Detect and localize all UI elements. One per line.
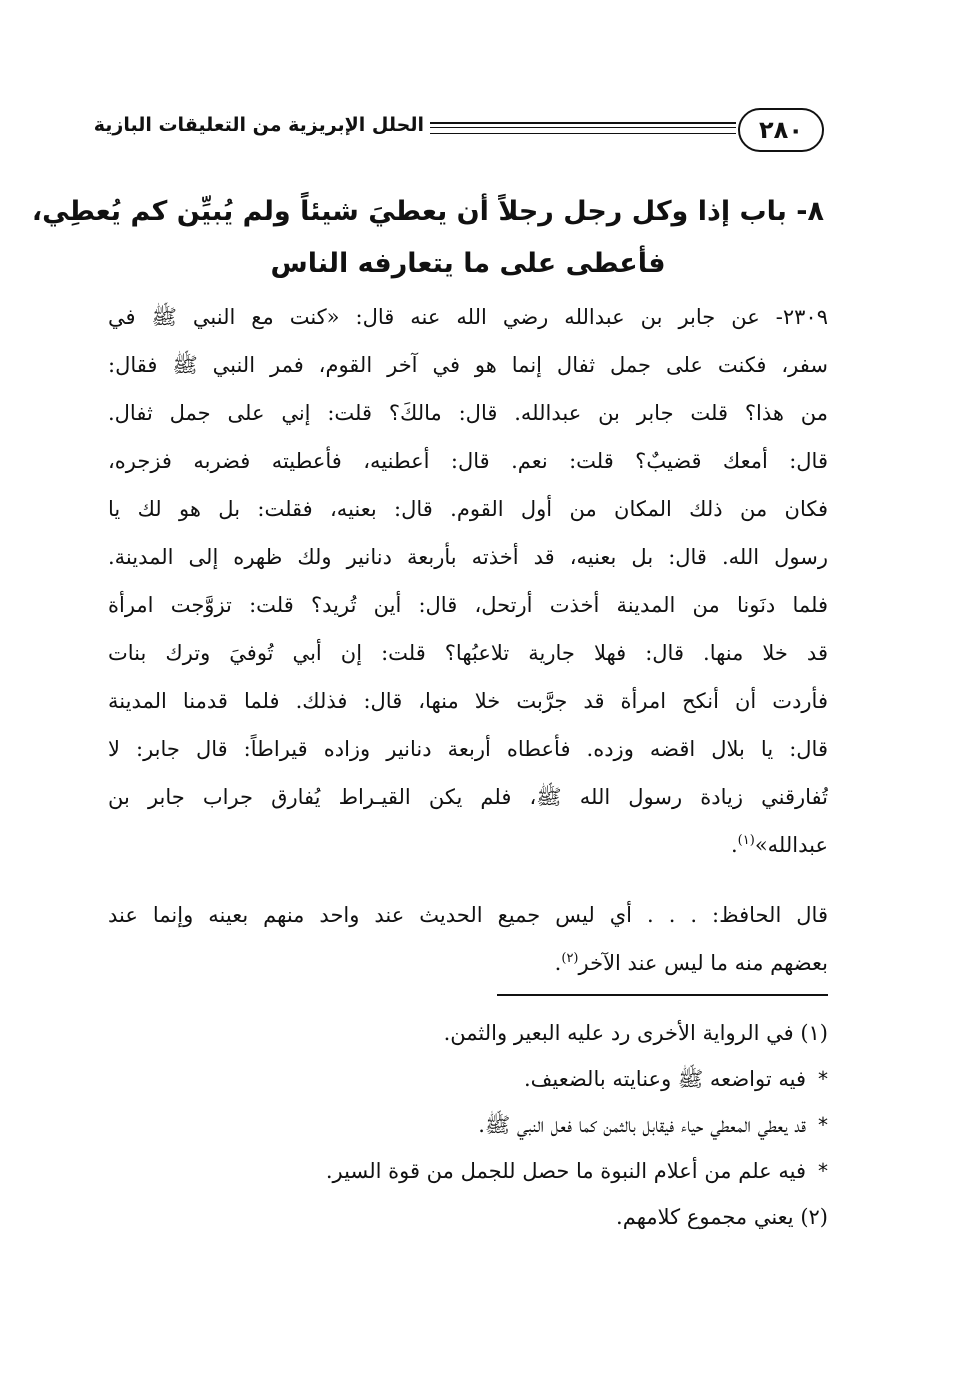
text-line: من هذا؟ قلت جابر بن عبدالله. قال: مالكَ؟ قلت: إني على جمل ثفال. (108, 401, 828, 425)
header-rule (430, 122, 736, 134)
text-line: قال: أمعك قضيبٌ؟ قلت: نعم. قال: أعطنيه، فأعطيته فضربه فزجره، (108, 449, 828, 473)
text-fragment: . (730, 833, 738, 857)
text-line: سفر، فكنت على جمل ثفال إنما هو في آخر القوم، فمر النبي ﷺ فقال: (108, 353, 828, 377)
footnote-bullet (108, 1056, 828, 1102)
commentary-line (108, 939, 828, 987)
bullet-text: فيه تواضعه ﷺ وعنايته بالضعيف. (523, 1067, 806, 1091)
text-fragment: عبدالله» (754, 833, 828, 857)
footnote-separator (497, 994, 828, 996)
text-line: قال: يا بلال اقضه وزده. فأعطاه أربعة دنانير وزاده قيراطاً: قال جابر: لا (108, 737, 828, 761)
chapter-heading-line: ٨- باب إذا وكل رجل رجلاً أن يعطيَ شيئاً ولم يُبيِّن كم يُعطِي، (31, 196, 824, 227)
page-number: ٢٨٠ (738, 108, 824, 152)
text-line: فلما دنَونا من المدينة أخذت أرتحل، قال: أين تُريد؟ قلت: تزوَّجت امرأة (108, 593, 828, 617)
text-fragment: بعضهم منه ما ليس عند الآخر (578, 951, 828, 975)
footnotes (108, 1010, 828, 1240)
bullet-text: فيه علم من أعلام النبوة ما حصل للجمل من قوة السير. (325, 1159, 806, 1183)
paragraph-gap (108, 869, 828, 891)
chapter-heading (31, 186, 824, 290)
text-line: فأردت أن أنكح امرأة قد جرَّبت خلا منها، قال: فذلك. فلما قدمنا المدينة (108, 689, 828, 713)
text-line: رسول الله. قال: بل بعنيه، قد أخذته بأربعة دنانير ولك ظهره إلى المدينة. (108, 545, 828, 569)
footnote-ref: (٢) (561, 951, 579, 966)
hadith-text (108, 293, 828, 987)
text-line: فكان من ذلك المكان من أول القوم. قال: بعنيه، فقلت: بل هو لك يا (108, 497, 828, 521)
star-icon: * (818, 1067, 828, 1091)
chapter-heading-line: فأعطى على ما يتعارفه الناس (270, 248, 666, 279)
bullet-text: قد يعطي المعطي حياء فيقابل بالثمن كما فعل النبي ﷺ. (478, 1113, 806, 1137)
text-line: ٢٣٠٩- عن جابر بن عبدالله رضي الله عنه قال: «كنت مع النبي ﷺ في (108, 305, 828, 329)
running-title: الحلل الإبريزية من التعليقات البازية (93, 114, 424, 136)
star-icon: * (818, 1159, 828, 1183)
commentary-line: قال الحافظ: . . . أي ليس جميع الحديث عند واحد منهم بعينه وإنما عند (108, 903, 828, 927)
footnote-1: (١) في الرواية الأخرى رد عليه البعير والثمن. (443, 1021, 828, 1045)
text-line: تُفارقني زيادة رسول الله ﷺ، فلم يكن القيـراط يُفارق جراب جابر بن (108, 785, 828, 809)
text-line (108, 821, 828, 869)
footnote-2: (٢) يعني مجموع كلامهم. (616, 1205, 828, 1229)
text-fragment: . (554, 951, 562, 975)
text-line: قد خلا منها. قال: فهلا جارية تلاعبُها؟ قلت: إن أبي تُوفيَ وترك بنات (108, 641, 828, 665)
footnote-ref: (١) (737, 833, 755, 848)
running-header (93, 104, 824, 160)
footnote-bullet (108, 1148, 828, 1194)
star-icon: * (818, 1113, 828, 1137)
footnote-bullet (108, 1102, 828, 1148)
